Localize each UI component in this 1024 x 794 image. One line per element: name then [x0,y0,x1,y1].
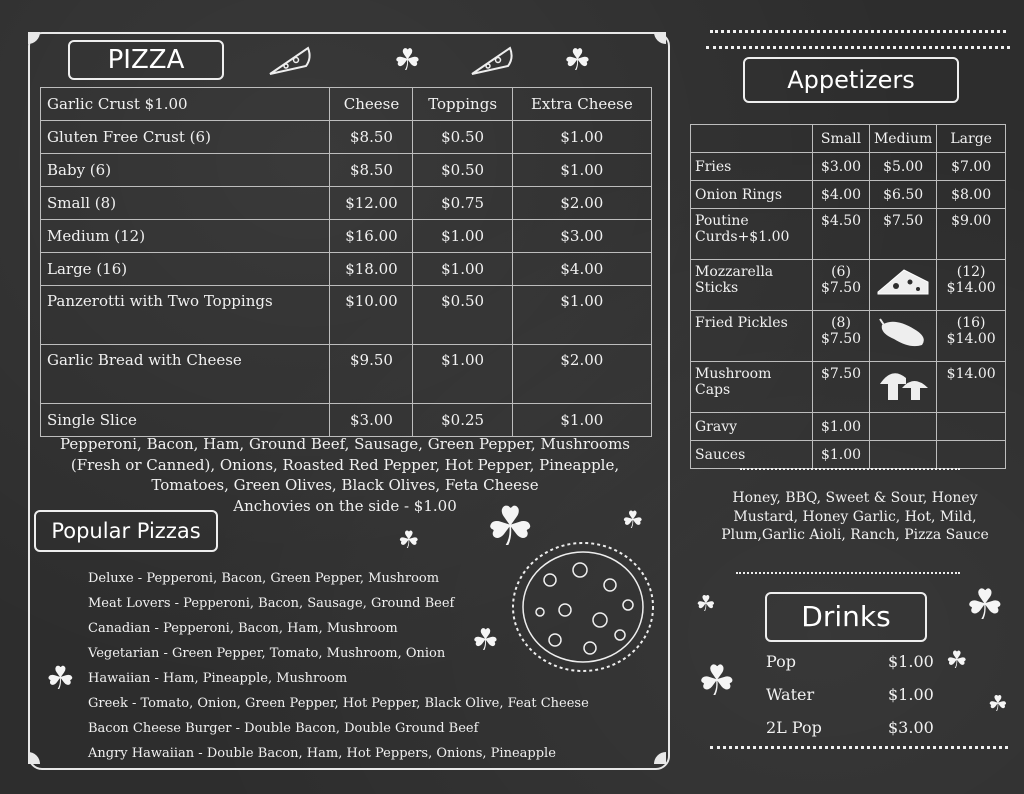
price-cell: $1.00 [813,413,870,441]
shamrock-icon: ☘ [398,526,420,554]
price-cell [937,441,1006,469]
table-row [41,121,652,154]
table-header-cell [691,125,813,153]
price-cell: $1.00 [512,154,651,187]
item-name: Fries [691,153,813,181]
price-cell: $3.00 [813,153,870,181]
cheese-icon [874,264,932,300]
table-row [41,286,652,345]
list-item: Bacon Cheese Burger - Double Bacon, Double Ground Beef [88,721,479,736]
price-cell: $3.00 [512,220,651,253]
pizza-slice-icon [468,44,516,78]
divider [706,46,1010,49]
item-name: Fried Pickles [691,311,813,362]
price-cell: $9.00 [937,209,1006,260]
table-header-cell: Cheese [330,88,413,121]
drink-price: $3.00 [888,718,934,737]
price-cell: $4.50 [813,209,870,260]
pizza-price-table [40,87,652,437]
mushroom-icon [874,366,932,404]
price-cell: $14.00 [937,362,1006,413]
table-row [41,187,652,220]
price-cell: $1.00 [512,121,651,154]
price-cell: $12.00 [330,187,413,220]
drinks-title: Drinks [765,592,927,642]
price-cell: (8) $7.50 [813,311,870,362]
item-name: Panzerotti with Two Toppings [41,286,330,345]
table-header-cell: Extra Cheese [512,88,651,121]
price-cell: $4.00 [813,181,870,209]
item-name: Mozzarella Sticks [691,260,813,311]
item-name: Large (16) [41,253,330,286]
drink-name: 2L Pop [766,718,822,737]
price-cell: $4.00 [512,253,651,286]
price-cell: $8.00 [937,181,1006,209]
price-cell: $7.50 [869,209,936,260]
price-cell: $1.00 [813,441,870,469]
price-cell: $1.00 [413,220,512,253]
table-row [691,260,1006,311]
price-cell: $18.00 [330,253,413,286]
pizza-title: PIZZA [68,40,224,80]
shamrock-icon: ☘ [472,623,499,658]
price-cell: $1.00 [512,286,651,345]
table-row [691,441,1006,469]
shamrock-icon: ☘ [698,656,736,705]
table-header-cell: Toppings [413,88,512,121]
price-cell: $1.00 [413,253,512,286]
price-cell: (16) $14.00 [937,311,1006,362]
toppings-text: Pepperoni, Bacon, Ham, Ground Beef, Sausage, Green Pepper, Mushrooms (Fresh or Canned), Onions, Roasted Red Pepper, Hot Pepper, Pineapple, Tomatoes, Green Olives, Black Olives, Feta Cheese [60,435,630,494]
list-item: Greek - Tomato, Onion, Green Pepper, Hot Pepper, Black Olive, Feat Cheese [88,696,589,711]
table-row [691,181,1006,209]
divider [736,572,960,580]
divider [710,746,1008,749]
table-row [691,311,1006,362]
shamrock-icon: ☘ [486,495,535,558]
table-row [691,413,1006,441]
price-cell: $5.00 [869,153,936,181]
whole-pizza-icon [510,540,656,674]
sauces-list: Honey, BBQ, Sweet & Sour, Honey Mustard, Honey Garlic, Hot, Mild, Plum,Garlic Aioli, Ranch, Pizza Sauce [721,490,989,543]
item-name: Poutine Curds+$1.00 [691,209,813,260]
anchovies-note: Anchovies on the side - $1.00 [233,496,457,515]
table-header-cell: Small [813,125,870,153]
divider [710,30,1006,33]
table-header-cell: Garlic Crust $1.00 [41,88,330,121]
item-name: Sauces [691,441,813,469]
list-item: Deluxe - Pepperoni, Bacon, Green Pepper, Mushroom [88,571,440,586]
toppings-list [40,434,650,516]
table-row [41,253,652,286]
table-row [691,362,1006,413]
shamrock-icon: ☘ [622,506,644,534]
price-cell: $9.50 [330,345,413,404]
price-cell: $0.50 [413,286,512,345]
drink-price: $1.00 [888,652,934,671]
pickle-icon [874,315,932,351]
shamrock-icon: ☘ [46,659,75,697]
table-header-cell: Medium [869,125,936,153]
list-item: Vegetarian - Green Pepper, Tomato, Mushroom, Onion [88,646,446,661]
table-row [691,153,1006,181]
item-name: Gluten Free Crust (6) [41,121,330,154]
item-name: Mushroom Caps [691,362,813,413]
price-cell [937,413,1006,441]
price-cell: $8.50 [330,121,413,154]
shamrock-icon: ☘ [988,692,1008,717]
price-cell: $0.75 [413,187,512,220]
price-cell [869,362,936,413]
table-row [691,209,1006,260]
price-cell [869,413,936,441]
table-row [41,345,652,404]
price-cell: $0.25 [413,404,512,437]
item-name: Single Slice [41,404,330,437]
price-cell: $0.50 [413,154,512,187]
price-cell: $3.00 [330,404,413,437]
drink-name: Pop [766,652,796,671]
price-cell: $0.50 [413,121,512,154]
item-name: Small (8) [41,187,330,220]
price-cell [869,441,936,469]
list-item: Meat Lovers - Pepperoni, Bacon, Sausage, Ground Beef [88,596,455,611]
appetizers-title: Appetizers [743,57,959,103]
table-header-row [41,88,652,121]
price-cell: $2.00 [512,187,651,220]
price-cell: $8.50 [330,154,413,187]
item-name: Medium (12) [41,220,330,253]
price-cell: $2.00 [512,345,651,404]
price-cell: $1.00 [512,404,651,437]
shamrock-icon: ☘ [394,43,421,78]
item-name: Onion Rings [691,181,813,209]
shamrock-icon: ☘ [564,43,591,78]
pizza-slice-icon [266,44,314,78]
price-cell: $16.00 [330,220,413,253]
list-item: Angry Hawaiian - Double Bacon, Ham, Hot Peppers, Onions, Pineapple [88,746,556,761]
shamrock-icon: ☘ [946,646,968,674]
price-cell: (12) $14.00 [937,260,1006,311]
item-name: Baby (6) [41,154,330,187]
drink-name: Water [766,685,815,704]
price-cell: $7.50 [813,362,870,413]
popular-pizzas-title: Popular Pizzas [34,510,218,552]
shamrock-icon: ☘ [966,580,1004,629]
list-item: Canadian - Pepperoni, Bacon, Ham, Mushroom [88,621,398,636]
price-cell: $10.00 [330,286,413,345]
table-header-cell: Large [937,125,1006,153]
table-header-row [691,125,1006,153]
price-cell: $7.00 [937,153,1006,181]
price-cell [869,311,936,362]
price-cell: (6) $7.50 [813,260,870,311]
item-name: Garlic Bread with Cheese [41,345,330,404]
item-name: Gravy [691,413,813,441]
appetizers-price-table [690,124,1006,469]
table-row [41,404,652,437]
drink-price: $1.00 [888,685,934,704]
price-cell: $1.00 [413,345,512,404]
price-cell: $6.50 [869,181,936,209]
table-row [41,154,652,187]
list-item: Hawaiian - Ham, Pineapple, Mushroom [88,671,348,686]
price-cell [869,260,936,311]
shamrock-icon: ☘ [696,592,716,617]
divider [740,468,960,476]
table-row [41,220,652,253]
